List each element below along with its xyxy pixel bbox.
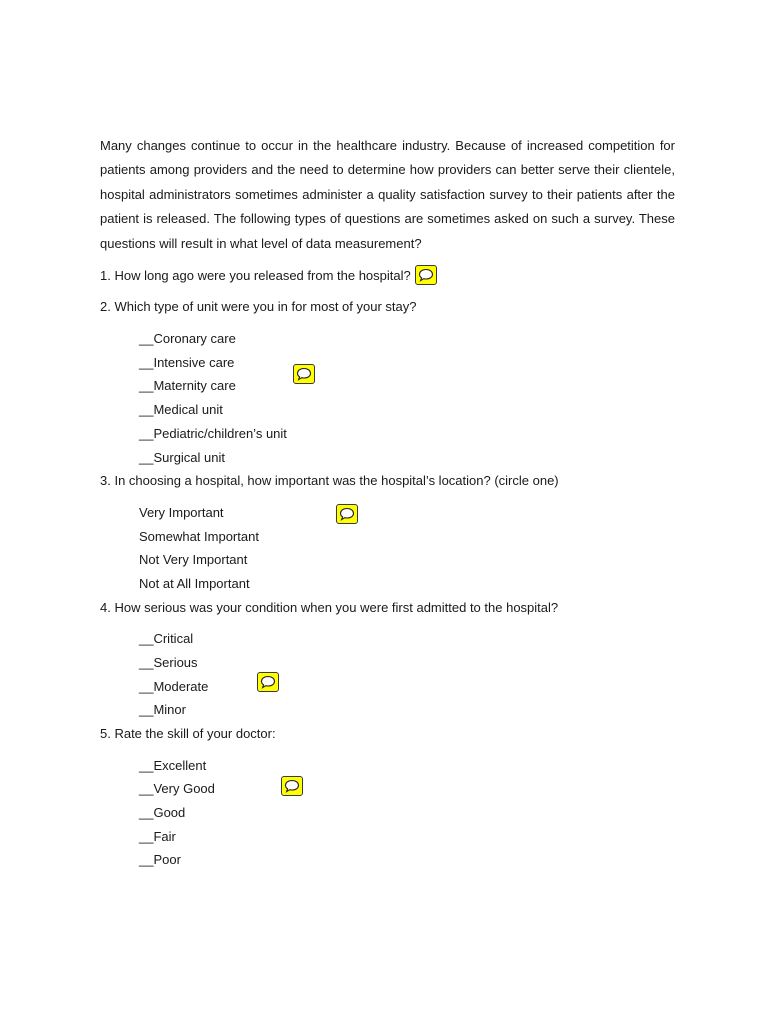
question-4: 4. How serious was your condition when you were first admitted to the hospital? (100, 600, 559, 615)
q4-option-minor: __Minor (139, 702, 186, 717)
q2-option-intensive-care: __Intensive care (139, 355, 235, 370)
comment-speech-bubble-icon[interactable] (336, 504, 358, 524)
comment-speech-bubble-icon[interactable] (293, 364, 315, 384)
q5-option-very-good: __Very Good (139, 781, 215, 796)
q2-option-coronary-care: __Coronary care (139, 331, 236, 346)
q5-option-fair: __Fair (139, 829, 176, 844)
q3-option-somewhat-important: Somewhat Important (139, 529, 259, 544)
intro-paragraph: Many changes continue to occur in the healthcare industry. Because of increased competition for patients among providers and the need to determine how providers can better serve their clientele, hospital administrators sometimes administer a quality satisfaction survey to their patients after the patient is released. The following types of questions are sometimes asked on such a survey. These questions will result in what level of data measurement? (100, 138, 675, 251)
q4-option-serious: __Serious (139, 655, 198, 670)
q2-option-pediatric-unit: __Pediatric/children’s unit (139, 426, 287, 441)
comment-speech-bubble-icon[interactable] (281, 776, 303, 796)
q2-option-maternity-care: __Maternity care (139, 378, 236, 393)
question-3: 3. In choosing a hospital, how important was the hospital’s location? (circle one) (100, 473, 559, 488)
q3-option-not-at-all-important: Not at All Important (139, 576, 250, 591)
comment-speech-bubble-icon[interactable] (257, 672, 279, 692)
q2-option-medical-unit: __Medical unit (139, 402, 223, 417)
q3-option-not-very-important: Not Very Important (139, 552, 248, 567)
q5-option-poor: __Poor (139, 852, 181, 867)
q5-option-good: __Good (139, 805, 186, 820)
question-2: 2. Which type of unit were you in for most of your stay? (100, 299, 417, 314)
question-5: 5. Rate the skill of your doctor: (100, 726, 276, 741)
q4-option-critical: __Critical (139, 631, 194, 646)
q2-option-surgical-unit: __Surgical unit (139, 450, 225, 465)
comment-speech-bubble-icon[interactable] (415, 265, 437, 285)
q5-option-excellent: __Excellent (139, 758, 207, 773)
q4-option-moderate: __Moderate (139, 679, 209, 694)
q3-option-very-important: Very Important (139, 505, 224, 520)
question-1: 1. How long ago were you released from the hospital? (100, 268, 411, 283)
